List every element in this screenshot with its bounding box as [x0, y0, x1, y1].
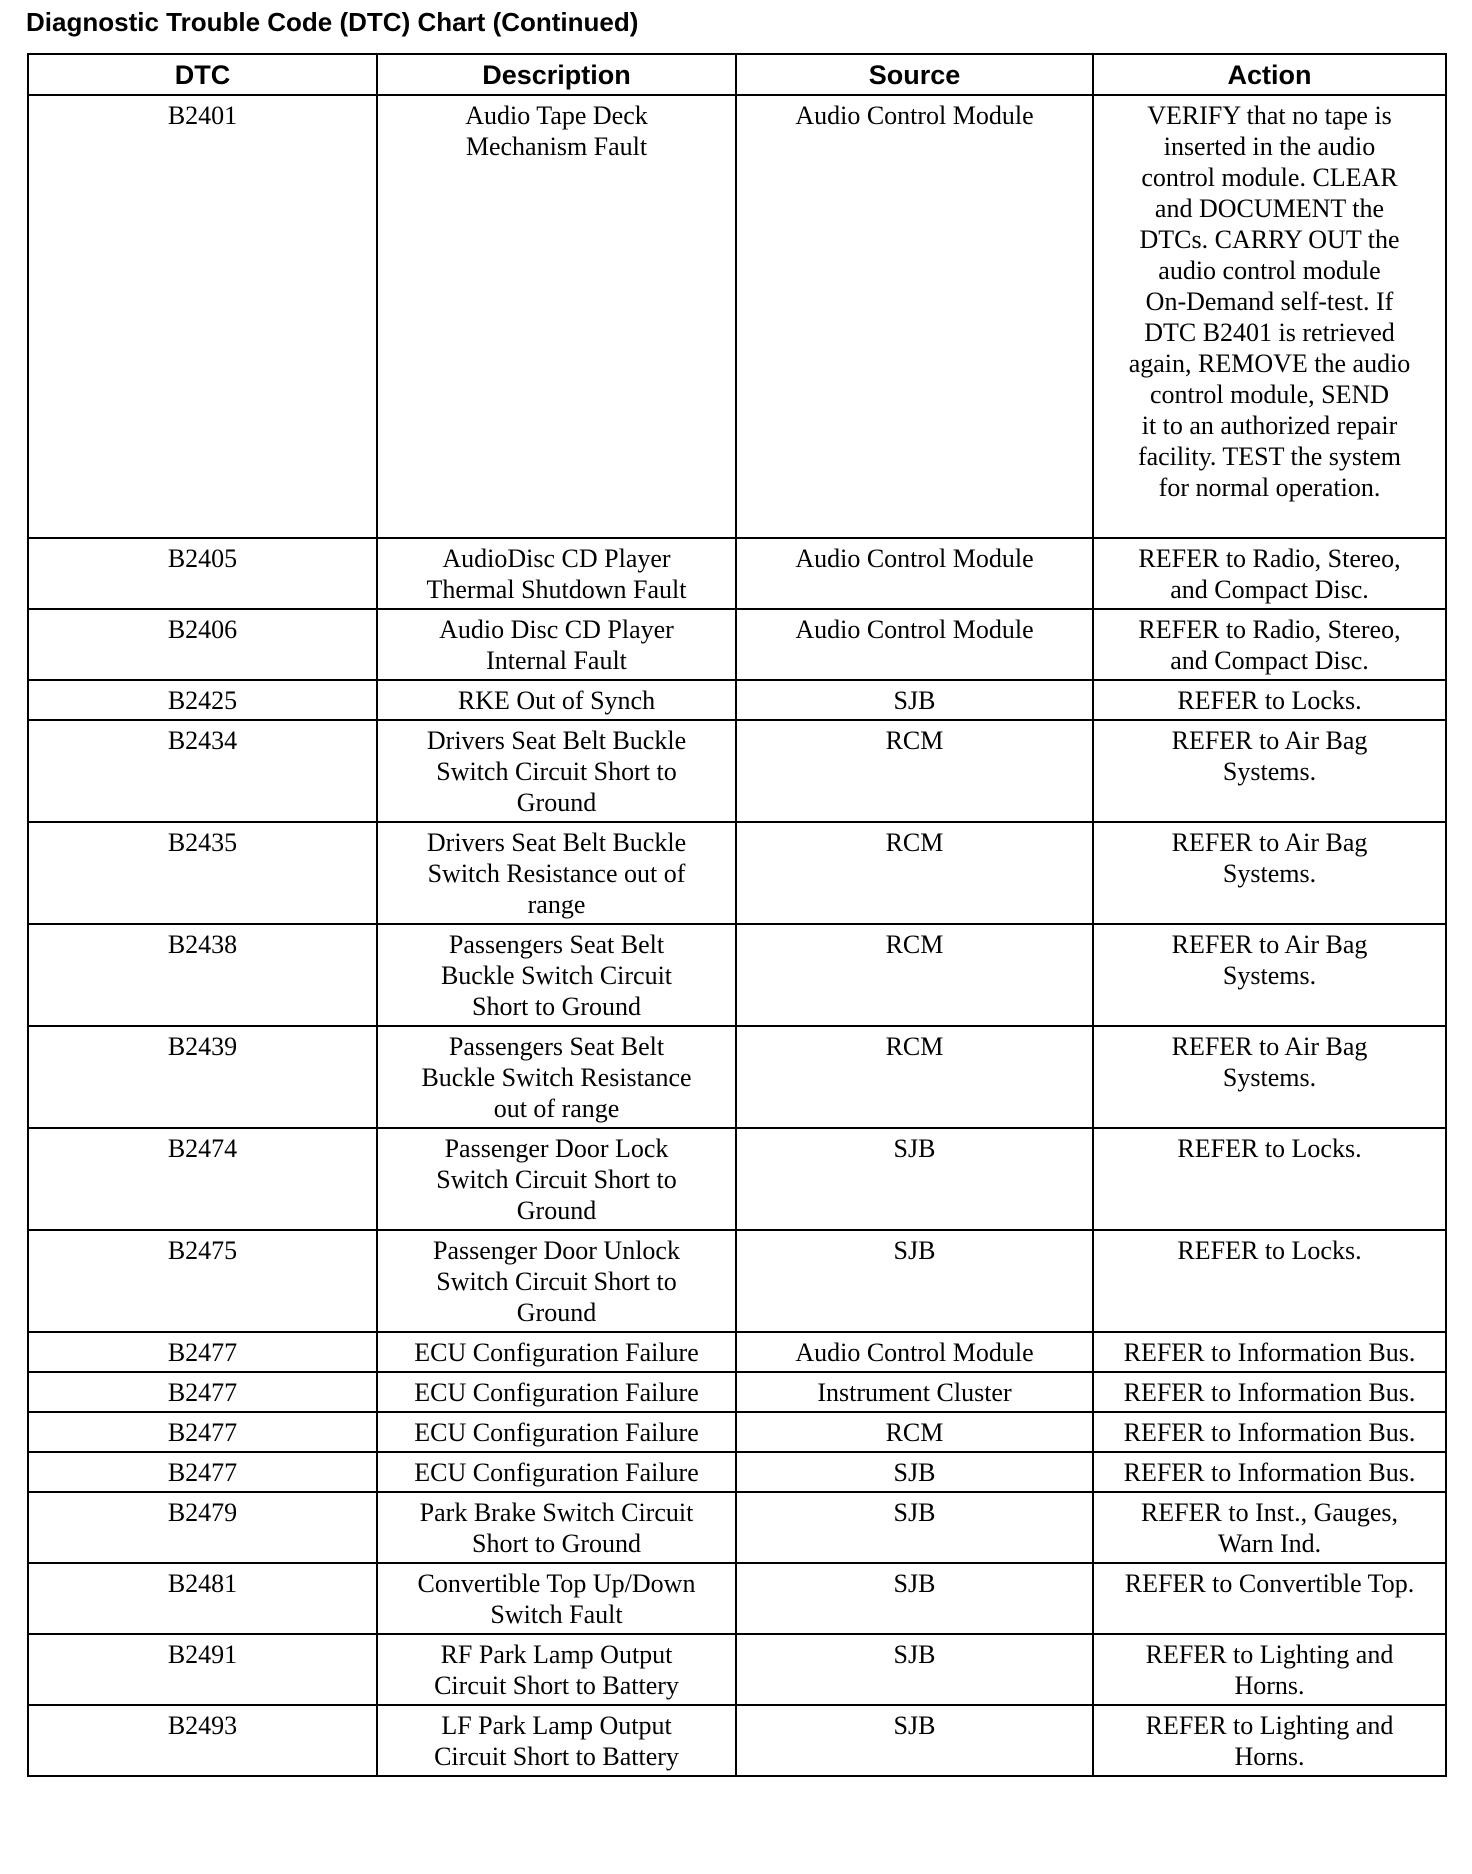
action-cell: REFER to Air Bag Systems. [1093, 1026, 1446, 1128]
table-row [28, 924, 1446, 1026]
dtc-cell: B2425 [28, 680, 377, 720]
source-cell: Instrument Cluster [736, 1372, 1093, 1412]
source-cell: Audio Control Module [736, 1332, 1093, 1372]
table-row [28, 720, 1446, 822]
dtc-cell: B2477 [28, 1372, 377, 1412]
source-cell: RCM [736, 822, 1093, 924]
table-row [28, 1452, 1446, 1492]
dtc-cell: B2435 [28, 822, 377, 924]
dtc-cell: B2439 [28, 1026, 377, 1128]
dtc-chart-table [27, 53, 1447, 1777]
dtc-cell: B2491 [28, 1634, 377, 1705]
description-cell: RF Park Lamp Output Circuit Short to Battery [377, 1634, 736, 1705]
action-cell: REFER to Radio, Stereo, and Compact Disc. [1093, 538, 1446, 609]
source-cell: SJB [736, 1705, 1093, 1776]
description-cell: LF Park Lamp Output Circuit Short to Battery [377, 1705, 736, 1776]
source-cell: Audio Control Module [736, 538, 1093, 609]
table-row [28, 1026, 1446, 1128]
description-cell: ECU Configuration Failure [377, 1372, 736, 1412]
action-cell: REFER to Inst., Gauges, Warn Ind. [1093, 1492, 1446, 1563]
source-cell: SJB [736, 1492, 1093, 1563]
source-cell: SJB [736, 1230, 1093, 1332]
description-cell: ECU Configuration Failure [377, 1412, 736, 1452]
table-row [28, 1705, 1446, 1776]
dtc-cell: B2481 [28, 1563, 377, 1634]
description-cell: Passengers Seat Belt Buckle Switch Circuit Short to Ground [377, 924, 736, 1026]
action-cell: REFER to Information Bus. [1093, 1452, 1446, 1492]
description-cell: Audio Tape Deck Mechanism Fault [377, 95, 736, 538]
description-cell: Passenger Door Lock Switch Circuit Short to Ground [377, 1128, 736, 1230]
source-cell: SJB [736, 680, 1093, 720]
dtc-cell: B2479 [28, 1492, 377, 1563]
dtc-cell: B2474 [28, 1128, 377, 1230]
description-cell: Audio Disc CD Player Internal Fault [377, 609, 736, 680]
dtc-cell: B2477 [28, 1452, 377, 1492]
dtc-cell: B2475 [28, 1230, 377, 1332]
description-cell: Drivers Seat Belt Buckle Switch Circuit Short to Ground [377, 720, 736, 822]
table-row [28, 1128, 1446, 1230]
description-cell: Convertible Top Up/Down Switch Fault [377, 1563, 736, 1634]
action-cell: REFER to Convertible Top. [1093, 1563, 1446, 1634]
source-cell: RCM [736, 1026, 1093, 1128]
action-cell: REFER to Radio, Stereo, and Compact Disc. [1093, 609, 1446, 680]
table-row [28, 822, 1446, 924]
column-header-action: Action [1093, 54, 1446, 95]
table-row [28, 1372, 1446, 1412]
dtc-cell: B2477 [28, 1412, 377, 1452]
description-cell: ECU Configuration Failure [377, 1332, 736, 1372]
column-header-source: Source [736, 54, 1093, 95]
table-row [28, 1492, 1446, 1563]
action-cell: REFER to Air Bag Systems. [1093, 720, 1446, 822]
action-cell: REFER to Information Bus. [1093, 1412, 1446, 1452]
action-cell: REFER to Air Bag Systems. [1093, 924, 1446, 1026]
action-cell: REFER to Locks. [1093, 1128, 1446, 1230]
dtc-cell: B2401 [28, 95, 377, 538]
table-row [28, 609, 1446, 680]
table-row [28, 95, 1446, 538]
action-cell: VERIFY that no tape is inserted in the audio control module. CLEAR and DOCUMENT the DTCs. CARRY OUT the audio control module On-Demand self-test. If DTC B2401 is retrieved again, REMOVE the audio control module, SEND it to an authorized repair facility. TEST the system for normal operation. [1093, 95, 1446, 538]
table-row [28, 1230, 1446, 1332]
dtc-cell: B2405 [28, 538, 377, 609]
page-title: Diagnostic Trouble Code (DTC) Chart (Continued) [26, 7, 639, 37]
dtc-cell: B2493 [28, 1705, 377, 1776]
column-header-description: Description [377, 54, 736, 95]
action-cell: REFER to Air Bag Systems. [1093, 822, 1446, 924]
action-cell: REFER to Information Bus. [1093, 1332, 1446, 1372]
dtc-cell: B2434 [28, 720, 377, 822]
table-row [28, 680, 1446, 720]
source-cell: SJB [736, 1634, 1093, 1705]
table-header-row [28, 54, 1446, 95]
action-cell: REFER to Locks. [1093, 680, 1446, 720]
dtc-cell: B2477 [28, 1332, 377, 1372]
description-cell: Passengers Seat Belt Buckle Switch Resistance out of range [377, 1026, 736, 1128]
description-cell: RKE Out of Synch [377, 680, 736, 720]
source-cell: RCM [736, 720, 1093, 822]
table-row [28, 1563, 1446, 1634]
description-cell: Drivers Seat Belt Buckle Switch Resistance out of range [377, 822, 736, 924]
source-cell: Audio Control Module [736, 609, 1093, 680]
source-cell: RCM [736, 924, 1093, 1026]
action-cell: REFER to Locks. [1093, 1230, 1446, 1332]
source-cell: Audio Control Module [736, 95, 1093, 538]
source-cell: SJB [736, 1452, 1093, 1492]
action-cell: REFER to Information Bus. [1093, 1372, 1446, 1412]
table-row [28, 1412, 1446, 1452]
table-row [28, 1634, 1446, 1705]
description-cell: ECU Configuration Failure [377, 1452, 736, 1492]
description-cell: Park Brake Switch Circuit Short to Ground [377, 1492, 736, 1563]
dtc-cell: B2406 [28, 609, 377, 680]
source-cell: SJB [736, 1563, 1093, 1634]
source-cell: RCM [736, 1412, 1093, 1452]
table-row [28, 538, 1446, 609]
description-cell: Passenger Door Unlock Switch Circuit Short to Ground [377, 1230, 736, 1332]
table-row [28, 1332, 1446, 1372]
source-cell: SJB [736, 1128, 1093, 1230]
dtc-cell: B2438 [28, 924, 377, 1026]
description-cell: AudioDisc CD Player Thermal Shutdown Fault [377, 538, 736, 609]
column-header-dtc: DTC [28, 54, 377, 95]
action-cell: REFER to Lighting and Horns. [1093, 1705, 1446, 1776]
action-cell: REFER to Lighting and Horns. [1093, 1634, 1446, 1705]
